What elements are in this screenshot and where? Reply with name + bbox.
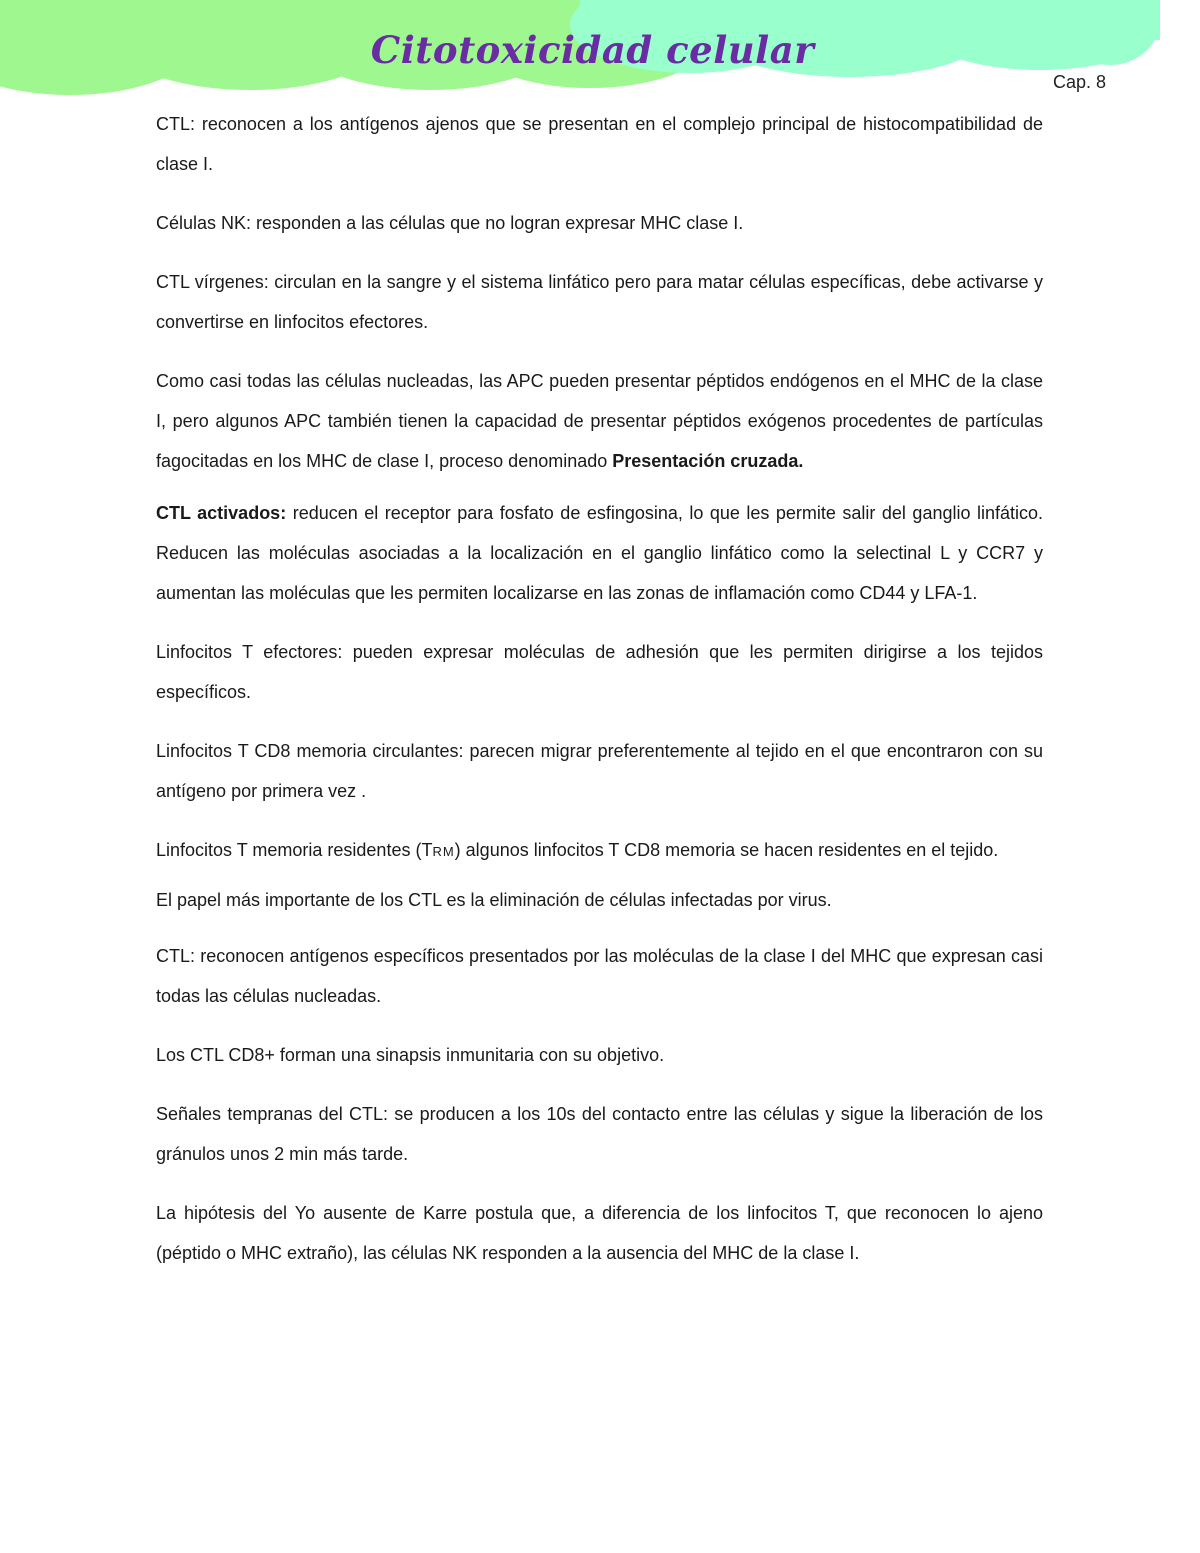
paragraph-linfocitos-efectores: Linfocitos T efectores: pueden expresar moléculas de adhesión que les permiten dirigirse a los tejidos específicos.	[156, 642, 1043, 702]
paragraph-papel-ctl: El papel más importante de los CTL es la eliminación de células infectadas por virus.	[156, 890, 832, 910]
ctl-activados-term: CTL activados:	[156, 503, 287, 523]
paragraph-yo-ausente: La hipótesis del Yo ausente de Karre postula que, a diferencia de los linfocitos T, que reconocen lo ajeno (péptido o MHC extraño), las células NK responden a la ausencia del MHC de la clase I.	[156, 1203, 1043, 1263]
paragraph-celulas-nk: Células NK: responden a las células que no logran expresar MHC clase I.	[156, 213, 744, 233]
paragraph-presentacion-cruzada	[156, 361, 1043, 481]
paragraph-memoria-residentes	[156, 830, 1043, 872]
paragraph-sinapsis: Los CTL CD8+ forman una sinapsis inmunitaria con su objetivo.	[156, 1045, 665, 1065]
memoria-residentes-text-b: ) algunos linfocitos T CD8 memoria se hacen residentes en el tejido.	[454, 840, 999, 860]
page-title: Citotoxicidad celular	[370, 28, 815, 72]
paragraph-ctl-reconocen: CTL: reconocen a los antígenos ajenos que se presentan en el complejo principal de histocompatibilidad de clase I.	[156, 114, 1043, 174]
paragraph-senales-tempranas: Señales tempranas del CTL: se producen a los 10s del contacto entre las células y sigue la liberación de los gránulos unos 2 min más tarde.	[156, 1104, 1043, 1164]
document-body	[156, 104, 1043, 1292]
paragraph-ctl-antigenos: CTL: reconocen antígenos específicos presentados por las moléculas de la clase I del MHC que expresan casi todas las células nucleadas.	[156, 946, 1043, 1006]
trm-subscript: RM	[432, 844, 455, 859]
presentacion-text: Como casi todas las células nucleadas, las APC pueden presentar péptidos endógenos en el MHC de la clase I, pero algunos APC también tienen la capacidad de presentar péptidos exógenos procedentes de partículas fagocitadas en los MHC de clase I, proceso denominado	[156, 371, 1043, 471]
paragraph-cd8-memoria-circulantes: Linfocitos T CD8 memoria circulantes: parecen migrar preferentemente al tejido en el que encontraron con su antígeno por primera vez .	[156, 741, 1043, 801]
paragraph-ctl-virgenes: CTL vírgenes: circulan en la sangre y el sistema linfático pero para matar células específicas, debe activarse y convertirse en linfocitos efectores.	[156, 272, 1043, 332]
chapter-label: Cap. 8	[1052, 72, 1106, 92]
memoria-residentes-text-a: Linfocitos T memoria residentes (T	[156, 840, 433, 860]
paragraph-ctl-activados	[156, 493, 1043, 613]
presentacion-cruzada-term: Presentación cruzada.	[612, 451, 804, 471]
ctl-activados-text: reducen el receptor para fosfato de esfingosina, lo que les permite salir del ganglio linfático. Reducen las moléculas asociadas a la localización en el ganglio linfático como la selectinal L y CCR7 y aumentan las moléculas que les permiten localizarse en las zonas de inflamación como CD44 y LFA-1.	[156, 503, 1044, 603]
